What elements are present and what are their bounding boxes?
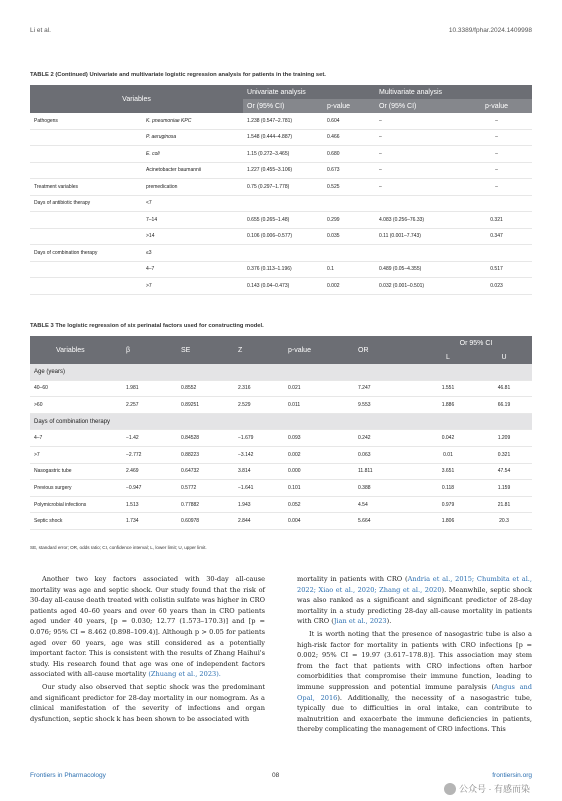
table-cell: 1.209 — [476, 430, 532, 447]
table-cell: −1.42 — [122, 430, 177, 447]
table2-header-or-multi: Or (95% CI) — [375, 99, 461, 113]
table-cell: 2.529 — [234, 397, 284, 414]
table-cell: Acinetobacter baumannii — [142, 162, 243, 179]
table-cell: 0.88223 — [177, 446, 234, 463]
table-cell: 5.664 — [354, 513, 420, 530]
table-cell: 0.489 (0.05–4.355) — [375, 261, 461, 278]
table-row — [30, 228, 532, 245]
table-cell: 1.238 (0.547–2.781) — [243, 113, 323, 129]
table-row — [30, 480, 532, 497]
table-cell: 40–60 — [30, 380, 122, 397]
table-cell: 0.035 — [323, 228, 375, 245]
table-cell: – — [375, 146, 461, 163]
wechat-logo-icon — [444, 783, 456, 795]
table-cell: 4–7 — [30, 430, 122, 447]
table-row — [30, 446, 532, 463]
table-cell: >7 — [142, 278, 243, 295]
table-cell: 0.11 (0.001–7.743) — [375, 228, 461, 245]
table-cell: 4–7 — [142, 261, 243, 278]
table-cell: 20.3 — [476, 513, 532, 530]
footer-site-link[interactable]: frontiersin.org — [492, 772, 532, 779]
table3-footnote: SE, standard error; OR, odds ratio; CI, confidence interval; L, lower limit; U, upper limit. — [30, 545, 207, 550]
table-cell: 0.002 — [284, 446, 354, 463]
table-cell: 0.84528 — [177, 430, 234, 447]
body-column-left — [30, 574, 265, 726]
table-cell: 0.011 — [284, 397, 354, 414]
table-row — [30, 162, 532, 179]
table-cell: 0.052 — [284, 496, 354, 513]
paragraph: Another two key factors associated with 30-day all-cause mortality was age and septic shock. Our study found that the risk of 30-day all-cause death treated with colistin sulfate was higher in CRO patients aged 40–60 years and over 60 years than in CRO patients aged under 40 years, [p = 0.030; 12.77 (1.573–170.3)] and [p = 0.076; 95% CI = 8.462 (0.898–109.4)]. Although p > 0.05 for patients aged over 60 years, age was still considered as a potentially important factor. This is consistent with the results of Zhang Haihui's study. His research found that age was one of independent factors associated with all-cause mortality (Zhuang et al., 2023). — [30, 575, 265, 679]
table-cell: 0.376 (0.113–1.196) — [243, 261, 323, 278]
body-column-right — [297, 574, 532, 737]
table-cell: 9.553 — [354, 397, 420, 414]
table-row — [30, 146, 532, 163]
table-cell: 0.242 — [354, 430, 420, 447]
table-cell: 0.321 — [461, 212, 532, 229]
table-cell: 0.118 — [420, 480, 476, 497]
table-cell: 0.64732 — [177, 463, 234, 480]
table-cell: 1.159 — [476, 480, 532, 497]
table3-header-beta: β — [122, 336, 177, 364]
table-row — [30, 278, 532, 295]
table-cell: 1.806 — [420, 513, 476, 530]
table-cell: – — [461, 162, 532, 179]
table-section-title: Days of combination therapy — [30, 413, 532, 430]
table2-header-p-multi: p-value — [461, 99, 532, 113]
table3-header-lower: L — [420, 350, 476, 364]
table-cell: 0.680 — [323, 146, 375, 163]
table-row — [30, 129, 532, 146]
table-cell: 0.655 (0.265–1.48) — [243, 212, 323, 229]
table3-header-ci: Or 95% CI — [420, 336, 532, 350]
table-cell: 2.257 — [122, 397, 177, 414]
table-cell: premedication — [142, 179, 243, 196]
table-cell: −0.947 — [122, 480, 177, 497]
table-cell: 0.299 — [323, 212, 375, 229]
table-cell: 0.673 — [323, 162, 375, 179]
table-cell: 0.466 — [323, 129, 375, 146]
table-cell: P. aeruginosa — [142, 129, 243, 146]
table-cell: 0.604 — [323, 113, 375, 129]
table-cell — [461, 195, 532, 212]
table-cell: 0.89251 — [177, 397, 234, 414]
table-row — [30, 195, 532, 212]
table-cell: 1.734 — [122, 513, 177, 530]
table-cell: 4.083 (0.256–76.33) — [375, 212, 461, 229]
citation-link[interactable]: Angus and Opal, 2016 — [297, 682, 532, 702]
table-cell: – — [375, 162, 461, 179]
watermark-text: 公众号 · 有感而染 — [459, 784, 530, 794]
table-cell — [461, 245, 532, 262]
table-cell: 0.093 — [284, 430, 354, 447]
table-cell: 3.651 — [420, 463, 476, 480]
table-cell: 2.469 — [122, 463, 177, 480]
table-cell: 7–14 — [142, 212, 243, 229]
table-cell: 0.002 — [323, 278, 375, 295]
table-cell: 0.063 — [354, 446, 420, 463]
table-cell: Previous surgery — [30, 480, 122, 497]
table-row — [30, 463, 532, 480]
table-cell: 0.023 — [461, 278, 532, 295]
table-cell: 0.106 (0.006–0.577) — [243, 228, 323, 245]
table-cell — [323, 195, 375, 212]
paragraph: Our study also observed that septic shock was the predominant and significant predictor for 28-day mortality in our nomogram. As a clinical manifestation of the severity of infections and organ dysfunction, septic shock k has been shown to be associated with — [30, 682, 265, 723]
table-cell: 0.77882 — [177, 496, 234, 513]
table-section-row — [30, 413, 532, 430]
table-cell — [30, 228, 142, 245]
table-cell: 0.8552 — [177, 380, 234, 397]
table-cell: 1.513 — [122, 496, 177, 513]
paragraph: mortality in patients with CRO (Andria et al., 2015; Chumbita et al., 2022; Xiao et al., 2020; Zhang et al., 2020). Meanwhile, septic shock was also ranked as a significant and significant predictor of 28-day mortality in a study predicting 28-day all-cause mortality in patients with CRO (Jian et al., 2023). — [297, 575, 532, 626]
paragraph: It is worth noting that the presence of nasogastric tube is also a high-risk factor for mortality in patients with CRO infections [p = 0.002; 95% CI = 19.97 (3.617–178.8)]. This association may stem from the fact that patients with CRO infections often harbor comorbidities that compromise their immune function, leading to immune suppression and potential immune paralysis (Angus and Opal, 2016). Additionally, the necessity of a nasogastric tube, typically due to difficulties in oral intake, can contribute to malnutrition and exacerbate the immune deficiencies in patients, thereby complicating the management of CRO infections. This — [297, 629, 532, 734]
table-cell: 0.517 — [461, 261, 532, 278]
table-cell: >7 — [30, 446, 122, 463]
table-cell: >14 — [142, 228, 243, 245]
table2-header-p-uni: p-value — [323, 99, 375, 113]
table-row — [30, 179, 532, 196]
table3-caption: TABLE 3 The logistic regression of six perinatal factors used for constructing model. — [30, 323, 264, 329]
table-cell: Polymicrobial infections — [30, 496, 122, 513]
table2-header-univariate: Univariate analysis — [243, 85, 375, 99]
table-row — [30, 496, 532, 513]
table-section-title: Age (years) — [30, 364, 532, 380]
table-row — [30, 113, 532, 129]
table-cell: 66.19 — [476, 397, 532, 414]
table3-header-se: SE — [177, 336, 234, 364]
table-row — [30, 261, 532, 278]
table-cell: Days of antibiotic therapy — [30, 195, 142, 212]
table-cell: 0.000 — [284, 463, 354, 480]
table3 — [30, 336, 532, 530]
table-cell: Treatment variables — [30, 179, 142, 196]
table2-header-or-uni: Or (95% CI) — [243, 99, 323, 113]
table-cell: 2.844 — [234, 513, 284, 530]
table-section-row — [30, 364, 532, 380]
table-cell — [375, 195, 461, 212]
table-cell — [243, 245, 323, 262]
table-cell: 0.388 — [354, 480, 420, 497]
table-row — [30, 245, 532, 262]
table-row — [30, 513, 532, 530]
table-cell: – — [375, 113, 461, 129]
table-cell: >60 — [30, 397, 122, 414]
table-row — [30, 380, 532, 397]
table-cell: 0.004 — [284, 513, 354, 530]
table2-caption: TABLE 2 (Continued) Univariate and multivariate logistic regression analysis for patients in the training set. — [30, 72, 326, 78]
table3-header-variables: Variables — [30, 336, 122, 364]
table-cell: Days of combination therapy — [30, 245, 142, 262]
table-cell: 0.347 — [461, 228, 532, 245]
table-cell: 0.042 — [420, 430, 476, 447]
table-cell: 11.811 — [354, 463, 420, 480]
table-cell — [30, 129, 142, 146]
watermark — [444, 782, 530, 795]
table-cell: – — [461, 146, 532, 163]
table-cell: 0.321 — [476, 446, 532, 463]
table-cell: Nasogastric tube — [30, 463, 122, 480]
footer-page-number: 08 — [272, 772, 280, 779]
table-row — [30, 397, 532, 414]
table-cell: 0.979 — [420, 496, 476, 513]
running-header-authors: Li et al. — [30, 27, 51, 34]
table-cell: – — [461, 129, 532, 146]
footer-journal[interactable]: Frontiers in Pharmacology — [30, 772, 106, 779]
table-cell: – — [461, 113, 532, 129]
table-cell: −1.679 — [234, 430, 284, 447]
citation-link[interactable]: Andria et al., 2015; Chumbita et al., 2022; Xiao et al., 2020; Zhang et al., 2020 — [297, 575, 532, 594]
table-cell: 1.227 (0.455–3.106) — [243, 162, 323, 179]
table-cell — [375, 245, 461, 262]
table-cell: 0.032 (0.001–0.501) — [375, 278, 461, 295]
running-header-doi[interactable]: 10.3389/fphar.2024.1409998 — [448, 27, 532, 34]
table3-header-or: OR — [354, 336, 420, 364]
table-cell — [30, 162, 142, 179]
table-cell: 1.886 — [420, 397, 476, 414]
table-cell: Pathogens — [30, 113, 142, 129]
table-cell — [30, 278, 142, 295]
table-cell — [243, 195, 323, 212]
table3-header-upper: U — [476, 350, 532, 364]
table-cell: – — [461, 179, 532, 196]
table-cell: K. pneumoniae KPC — [142, 113, 243, 129]
table-cell: 0.021 — [284, 380, 354, 397]
table-cell: 7.247 — [354, 380, 420, 397]
table-cell — [30, 212, 142, 229]
table-cell: 0.525 — [323, 179, 375, 196]
table-cell: – — [375, 129, 461, 146]
table-cell: Septic shock — [30, 513, 122, 530]
table-cell: 0.101 — [284, 480, 354, 497]
table-cell: 0.75 (0.297–1.778) — [243, 179, 323, 196]
table-cell: −2.772 — [122, 446, 177, 463]
citation-link[interactable]: Jian et al., 2023 — [333, 617, 387, 626]
table-cell: −1.641 — [234, 480, 284, 497]
table-cell: 0.01 — [420, 446, 476, 463]
table-cell: 2.316 — [234, 380, 284, 397]
table-cell: <7 — [142, 195, 243, 212]
table-cell: 0.60978 — [177, 513, 234, 530]
table-cell — [323, 245, 375, 262]
table-cell: 46.81 — [476, 380, 532, 397]
table-cell: −3.142 — [234, 446, 284, 463]
table-cell — [30, 261, 142, 278]
table-row — [30, 430, 532, 447]
table2 — [30, 85, 532, 295]
table-cell: 4.54 — [354, 496, 420, 513]
table-cell: 1.15 (0.272–3.465) — [243, 146, 323, 163]
table3-header-pvalue: p-value — [284, 336, 354, 364]
table-cell: 47.54 — [476, 463, 532, 480]
table-cell: 0.1 — [323, 261, 375, 278]
table-cell: 1.943 — [234, 496, 284, 513]
table-cell: 1.551 — [420, 380, 476, 397]
table-cell: 3.814 — [234, 463, 284, 480]
table2-header-variables: Variables — [30, 85, 243, 113]
citation-link[interactable]: (Zhuang et al., 2023). — [148, 670, 221, 679]
table-cell: 1.981 — [122, 380, 177, 397]
table-cell: E. coli — [142, 146, 243, 163]
table-cell — [30, 146, 142, 163]
table-cell: 21.81 — [476, 496, 532, 513]
table3-header-z: Z — [234, 336, 284, 364]
table-cell: – — [375, 179, 461, 196]
table-cell: 0.143 (0.04–0.473) — [243, 278, 323, 295]
table2-header-multivariate: Multivariate analysis — [375, 85, 532, 99]
table-cell: ≤3 — [142, 245, 243, 262]
table-cell: 0.5772 — [177, 480, 234, 497]
table-cell: 1.548 (0.444–4.887) — [243, 129, 323, 146]
table-row — [30, 212, 532, 229]
